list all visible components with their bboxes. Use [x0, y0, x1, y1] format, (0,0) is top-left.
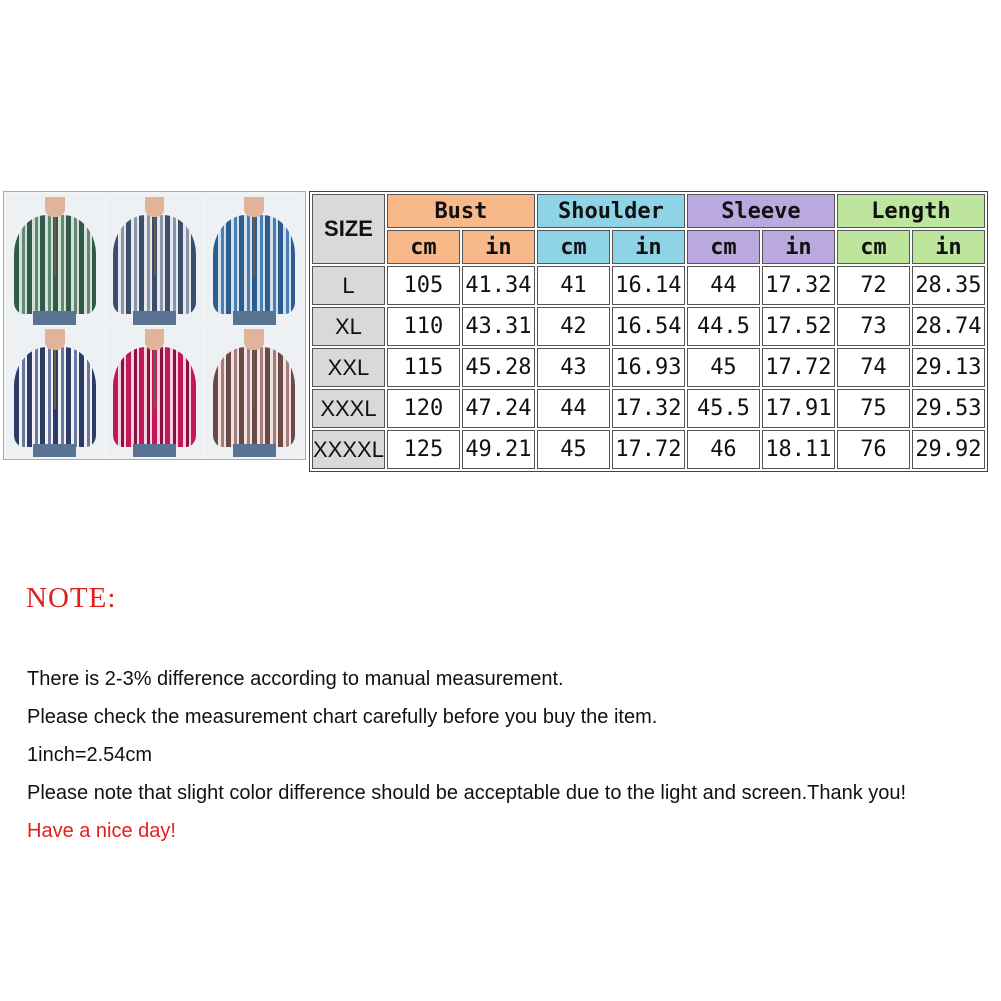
measurement-cell: 46: [687, 430, 760, 469]
length-in-unit: in: [912, 230, 985, 264]
measurement-cell: 16.93: [612, 348, 685, 387]
shoulder-cm-unit: cm: [537, 230, 610, 264]
measurement-cell: 16.54: [612, 307, 685, 346]
measurement-cell: 43.31: [462, 307, 535, 346]
blue-striped-shirt-photo: [205, 194, 303, 325]
closing-line: Have a nice day!: [27, 820, 176, 842]
measurement-cell: 44.5: [687, 307, 760, 346]
bust-cm-unit: cm: [387, 230, 460, 264]
product-photo-grid: [3, 191, 306, 460]
green-striped-shirt-photo: [6, 194, 104, 325]
brown-striped-shirt-photo: [205, 327, 303, 458]
measurement-cell: 125: [387, 430, 460, 469]
measurement-cell: 75: [837, 389, 910, 428]
measurement-cell: 76: [837, 430, 910, 469]
table-row: [312, 348, 985, 387]
measurement-cell: 45: [687, 348, 760, 387]
measurement-cell: 42: [537, 307, 610, 346]
measurement-cell: 45.5: [687, 389, 760, 428]
length-header: Length: [837, 194, 985, 228]
navy-white-striped-shirt-photo: [6, 327, 104, 458]
measurement-cell: 72: [837, 266, 910, 305]
measurement-cell: 17.91: [762, 389, 835, 428]
size-cell: XL: [312, 307, 385, 346]
bust-header: Bust: [387, 194, 535, 228]
measurement-cell: 17.72: [762, 348, 835, 387]
table-row: [312, 430, 985, 469]
table-row: [312, 389, 985, 428]
shoulder-in-unit: in: [612, 230, 685, 264]
measurement-cell: 17.32: [762, 266, 835, 305]
size-rows: [312, 266, 985, 469]
pink-striped-shirt-photo: [106, 327, 204, 458]
measurement-cell: 28.35: [912, 266, 985, 305]
grey-striped-shirt-photo: [106, 194, 204, 325]
note-line: There is 2-3% difference according to manual measurement.: [27, 668, 564, 690]
note-line: Please note that slight color difference should be acceptable due to the light and screen.Thank you!: [27, 782, 907, 804]
sleeve-cm-unit: cm: [687, 230, 760, 264]
measurement-cell: 43: [537, 348, 610, 387]
measurement-cell: 49.21: [462, 430, 535, 469]
measurement-cell: 45.28: [462, 348, 535, 387]
size-cell: XXXXL: [312, 430, 385, 469]
measurement-cell: 120: [387, 389, 460, 428]
note-line: 1inch=2.54cm: [27, 744, 153, 766]
measurement-cell: 74: [837, 348, 910, 387]
measurement-cell: 17.72: [612, 430, 685, 469]
measurement-cell: 41.34: [462, 266, 535, 305]
note-title: NOTE:: [26, 582, 117, 614]
measurement-cell: 105: [387, 266, 460, 305]
table-row: [312, 266, 985, 305]
note-line: Please check the measurement chart carefully before you buy the item.: [27, 706, 658, 728]
size-header: SIZE: [312, 194, 385, 264]
measurement-cell: 29.92: [912, 430, 985, 469]
measurement-cell: 45: [537, 430, 610, 469]
measurement-cell: 17.32: [612, 389, 685, 428]
measurement-cell: 29.13: [912, 348, 985, 387]
size-cell: XXL: [312, 348, 385, 387]
table-row: [312, 307, 985, 346]
measurement-cell: 115: [387, 348, 460, 387]
size-cell: XXXL: [312, 389, 385, 428]
measurement-cell: 44: [687, 266, 760, 305]
measurement-cell: 18.11: [762, 430, 835, 469]
bust-in-unit: in: [462, 230, 535, 264]
measurement-cell: 28.74: [912, 307, 985, 346]
size-chart-table: [309, 191, 988, 472]
measurement-cell: 47.24: [462, 389, 535, 428]
measurement-cell: 17.52: [762, 307, 835, 346]
shoulder-header: Shoulder: [537, 194, 685, 228]
note-lines: [27, 665, 906, 855]
measurement-cell: 29.53: [912, 389, 985, 428]
measurement-cell: 44: [537, 389, 610, 428]
sleeve-in-unit: in: [762, 230, 835, 264]
measurement-cell: 73: [837, 307, 910, 346]
measurement-cell: 41: [537, 266, 610, 305]
size-cell: L: [312, 266, 385, 305]
length-cm-unit: cm: [837, 230, 910, 264]
measurement-cell: 16.14: [612, 266, 685, 305]
sleeve-header: Sleeve: [687, 194, 835, 228]
measurement-cell: 110: [387, 307, 460, 346]
